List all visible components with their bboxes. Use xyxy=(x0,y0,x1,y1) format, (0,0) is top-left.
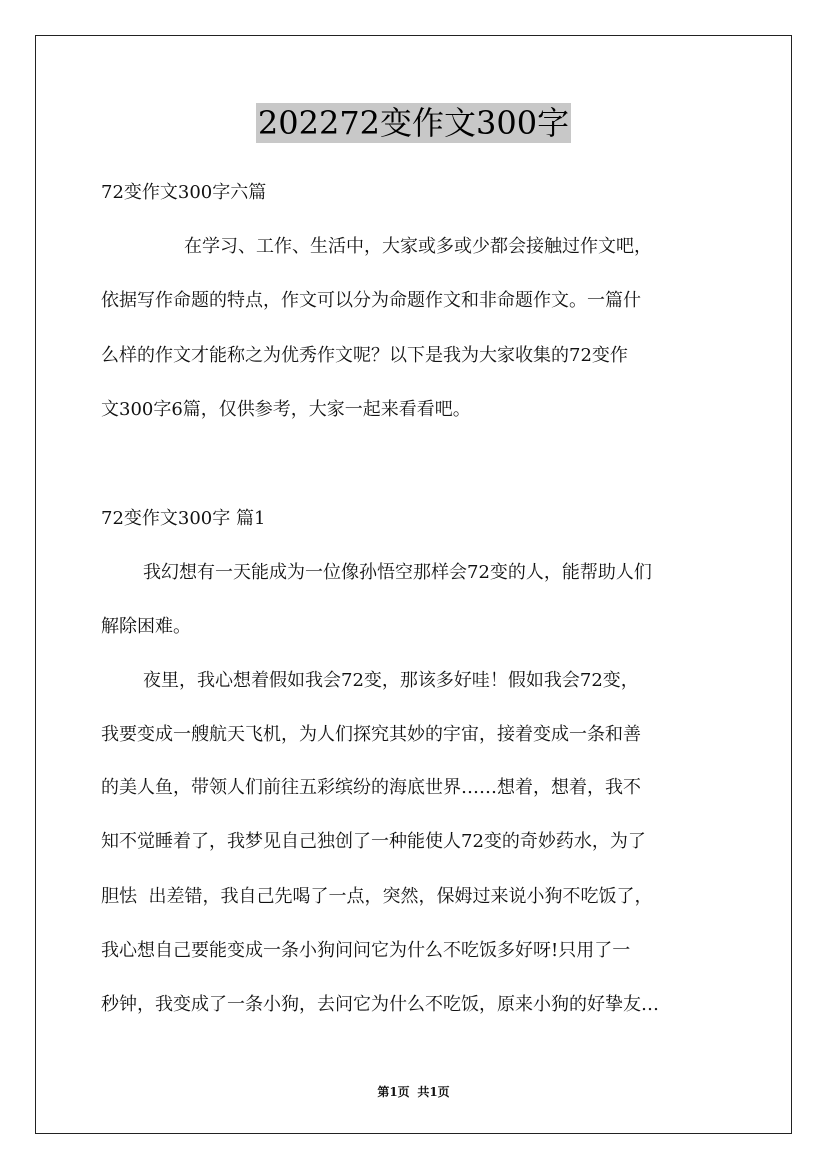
page-total: 共1页 xyxy=(417,1085,450,1099)
body-line-2: 解除困难。 xyxy=(101,616,191,637)
section-heading: 72变作文300字 篇1 xyxy=(101,508,266,529)
body-line-8: 我心想自己要能变成一条小狗问问它为什么不吃饭多好呀!只用了一 xyxy=(101,940,631,961)
document-title-wrap xyxy=(0,103,827,143)
body-line-5: 的美人鱼，带领人们前往五彩缤纷的海底世界……想着，想着，我不 xyxy=(101,777,641,798)
body-line-6: 知不觉睡着了，我梦见自己独创了一种能使人72变的奇妙药水，为了 xyxy=(101,831,646,852)
body-line-3: 夜里，我心想着假如我会72变，那该多好哇！假如我会72变， xyxy=(143,670,639,691)
intro-line-2: 依据写作命题的特点，作文可以分为命题作文和非命题作文。一篇什 xyxy=(101,290,641,311)
subtitle: 72变作文300字六篇 xyxy=(101,182,267,203)
page-footer xyxy=(0,1083,827,1100)
body-line-4: 我要变成一艘航天飞机，为人们探究其妙的宇宙，接着变成一条和善 xyxy=(101,724,641,745)
body-line-7: 胆怯 出差错，我自己先喝了一点，突然，保姆过来说小狗不吃饭了， xyxy=(101,886,653,907)
intro-line-1: 在学习、工作、生活中，大家或多或少都会接触过作文吧， xyxy=(184,236,652,257)
intro-line-4: 文300字6篇，仅供参考，大家一起来看看吧。 xyxy=(101,399,471,420)
document-title: 202272变作文300字 xyxy=(257,104,570,142)
page-number: 第1页 xyxy=(377,1085,410,1099)
body-line-9: 秒钟，我变成了一条小狗，去问它为什么不吃饭，原来小狗的好挚友… xyxy=(101,994,659,1015)
intro-line-3: 么样的作文才能称之为优秀作文呢？以下是我为大家收集的72变作 xyxy=(101,345,628,366)
body-line-1: 我幻想有一天能成为一位像孙悟空那样会72变的人，能帮助人们 xyxy=(143,562,652,583)
